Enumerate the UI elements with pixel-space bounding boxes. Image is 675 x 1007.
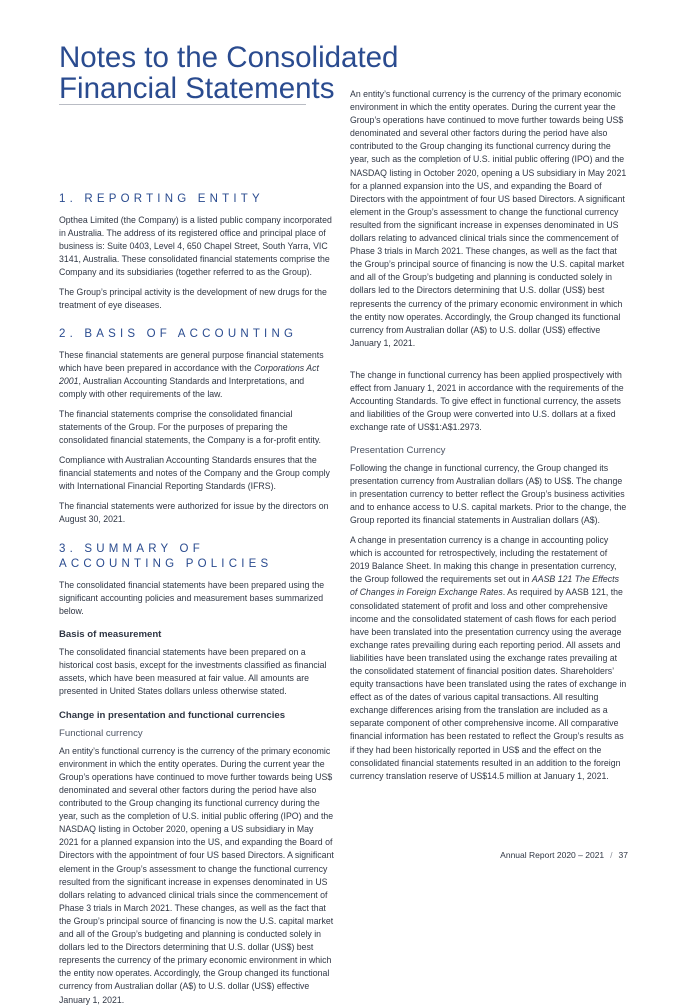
functional-currency-paragraph-1-continued xyxy=(350,89,628,362)
presentation-paragraph-2 xyxy=(350,534,628,783)
basis-paragraph-2: The financial statements comprise the consolidated financial statements of the Group. For the purposes of preparing the consolidated financial statements, the Company is a for-profit entity. xyxy=(59,409,321,446)
presentation-paragraph-1: Following the change in functional currency, the Group changed its presentation currency from Australian dollars (A$) to US$. The change in presentation currency to better reflect the Group’s business activities and to enhance access to U.S. capital markets. Prior to the change, the Group reported its financial statements in Australian dollars (A$). xyxy=(350,463,627,526)
section-heading-reporting-entity: 1. REPORTING ENTITY xyxy=(59,193,264,205)
reporting-entity-paragraph-2: The Group’s principal activity is the development of new drugs for the treatment of eye diseases. xyxy=(59,286,327,311)
page-title-line-1: Notes to the Consolidated xyxy=(59,41,399,74)
subheading-basis-of-measurement: Basis of measurement xyxy=(59,629,162,641)
page-title-line-2: Financial Statements xyxy=(59,72,335,105)
presentation-p2-text-a: A change in presentation currency is a change in accounting policy which is accounted for retrospectively, including the restatement of 2019 Balance Sheet. In making this change in presentation currency, the Group followed the requirements set out in xyxy=(350,535,617,585)
title-divider xyxy=(59,104,306,105)
basis-p1-text-a: These financial statements are general purpose financial statements which have been prepared in accordance with the xyxy=(59,350,324,374)
functional-p1-continuation: An entity’s functional currency is the currency of the primary economic environment in which the entity operates. During the current year the Group’s operations have continued to move further towards being US$ denominated and several other factors during the period have also contributed to the Group changing its functional currency during the year, such as the completion of U.S. initial public offering (IPO) and the NASDAQ listing in October 2020, opening a US subsidiary in May 2021 for a planned expansion into the US, and expanding the Board of Directors with the appointment of four US based Directors. A significant element in the Group’s assessment to change the functional currency resulted from the significant increase in expenses denominated in US dollars relating to advanced clinical trials since the commencement of Phase 3 trials in March 2021. These changes, as well as the fact that the Group’s principal source of financing is now the U.S. capital market and all of the Group’s budgeting and planning is conducted solely in dollars led to the Directors determining that U.S. dollar (US$) best represents the currency of the primary economic environment in which the entity now operates. Accordingly, the Group changed its functional currency from Australian dollar (A$) to U.S. dollar (US$) effective January 1, 2021. xyxy=(350,89,627,348)
basis-p1-italic: Corporations Act 2001 xyxy=(59,363,319,387)
footer-separator: / xyxy=(610,850,613,860)
subheading-functional-currency: Functional currency xyxy=(59,727,143,739)
section-heading-basis-of-accounting: 2. BASIS OF ACCOUNTING xyxy=(59,328,298,341)
left-column xyxy=(59,192,334,1005)
functional-currency-paragraph-1: An entity’s functional currency is the currency of the primary economic environment in which the entity operates. During the current year the Group’s operations have continued to move further towards being US$ denominated and several other factors during the period have also contributed to the Group changing its functional currency during the year, such as the completion of U.S. initial public offering (IPO) and the NASDAQ listing in October 2020, opening a US subsidiary in May 2021 for a planned expansion into the US, and expanding the Board of Directors with the appointment of four US based Directors. A significant element in the Group’s assessment to change the functional currency resulted from the significant increase in expenses denominated in US dollars relating to advanced clinical trials since the commencement of Phase 3 trials in March 2021. These changes, as well as the fact that the Group’s principal source of financing is now the U.S. capital market and all of the Group’s budgeting and planning is conducted solely in dollars led to the Directors determining that U.S. dollar (US$) best represents the currency of the primary economic environment in which the entity now operates. Accordingly, the Group changed its functional currency from Australian dollar (A$) to U.S. dollar (US$) effective January 1, 2021. xyxy=(59,745,334,1005)
page-number: 37 xyxy=(618,850,628,860)
basis-p1-text-b: , Australian Accounting Standards and Interpretations, and comply with other requirements of the law. xyxy=(59,376,305,400)
summary-heading-line-1: 3. SUMMARY OF xyxy=(59,542,204,555)
section-heading-summary-of-policies xyxy=(59,542,334,572)
summary-heading-line-2: ACCOUNTING POLICIES xyxy=(59,557,273,570)
summary-paragraph-1: The consolidated financial statements have been prepared using the significant accounting policies and measurement bases summarized below. xyxy=(59,579,325,616)
footer-report-title: Annual Report 2020 – 2021 xyxy=(500,850,605,860)
right-column xyxy=(350,89,628,789)
page-footer xyxy=(500,850,628,860)
reporting-entity-paragraph-1: Opthea Limited (the Company) is a listed public company incorporated in Australia. The address of its registered office and principal place of business is: Suite 0403, Level 4, 650 Chapel Street, South Yarra, VIC 3141, Australia. These consolidated financial statements comprise the Company and its subsidiaries (together referred to as the Group). xyxy=(59,215,332,278)
basis-paragraph-1 xyxy=(59,349,334,401)
basis-paragraph-3: Compliance with Australian Accounting Standards ensures that the financial statements and notes of the Company and the Group comply with International Financial Reporting Standards (IFRS). xyxy=(59,454,330,491)
presentation-p2-text-b: . As required by AASB 121, the consolidated statement of profit and loss and other comprehensive income and the consolidated statement of cash flows for each period have been translated into the presentation currency using the average exchange rates prevailing during each reporting period. All assets and liabilities have been translated using the exchange rates prevailing at the consolidated statement of financial position dates. Shareholders’ equity transactions have been translated using the rates of exchange in effect as of the dates of various capital transactions. All resulting exchange differences arising from the translation are included as a separate component of other comprehensive income. All comparative financial information has been restated to reflect the Group’s results as if they had been historically reported in US$ and the effect on the consolidated financial statements resulted in an addition to the foreign currency translation reserve of US$14.5 million at January 1, 2021. xyxy=(350,587,627,781)
subheading-presentation-currency: Presentation Currency xyxy=(350,444,446,456)
functional-currency-paragraph-2: The change in functional currency has been applied prospectively with effect from January 1, 2021 in accordance with the requirements of the Accounting Standards. To give effect in functional currency, the assets and liabilities of the Group were converted into U.S. dollars at a fixed exchange rate of US$1:A$1.2973. xyxy=(350,369,624,432)
presentation-p2-italic: AASB 121 The Effects of Changes in Foreign Exchange Rates xyxy=(350,574,619,598)
basis-paragraph-4: The financial statements were authorized for issue by the directors on August 30, 2021. xyxy=(59,500,329,524)
measurement-paragraph: The consolidated financial statements have been prepared on a historical cost basis, except for the investments classified as financial assets, which have been measured at fair value. All amounts are presented in United States dollars unless otherwise stated. xyxy=(59,647,327,697)
subheading-change-in-currencies: Change in presentation and functional currencies xyxy=(59,709,286,721)
